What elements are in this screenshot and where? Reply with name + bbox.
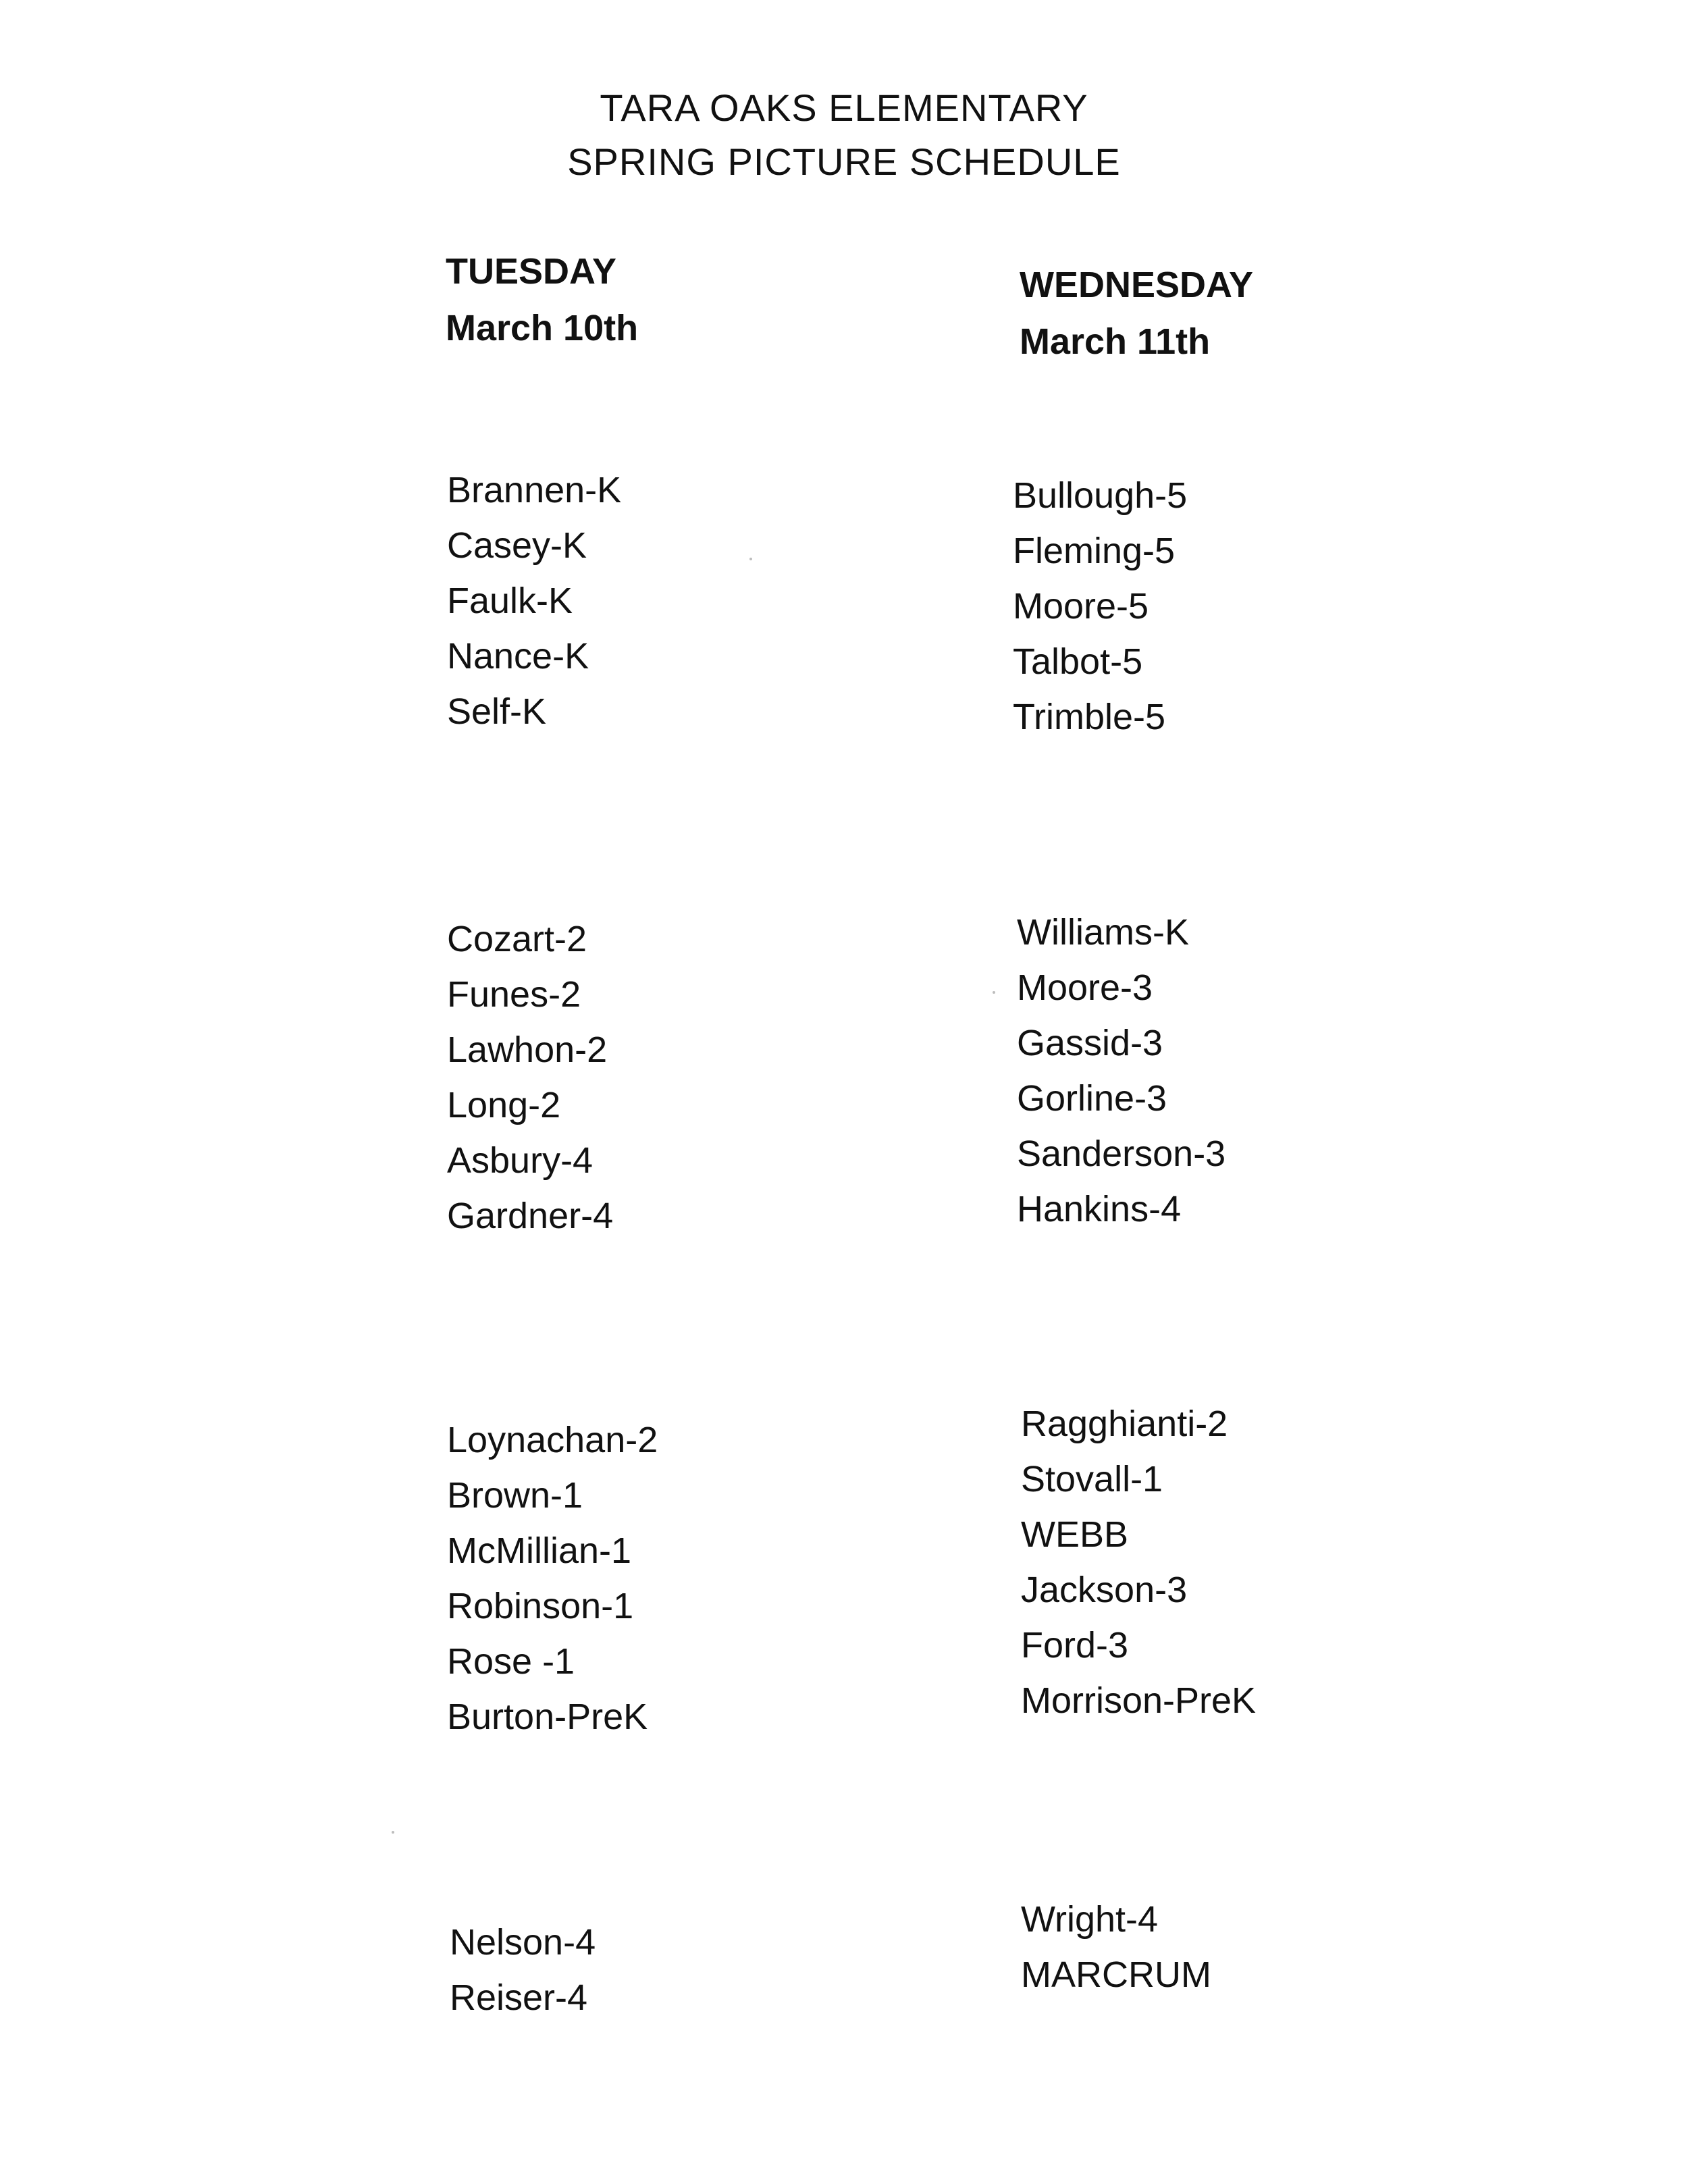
scan-speck bbox=[993, 991, 995, 994]
wednesday-group-1 bbox=[1013, 468, 1187, 745]
wednesday-date-label: March 11th bbox=[1020, 321, 1211, 362]
class-entry: Brown-1 bbox=[447, 1475, 583, 1516]
class-entry: Jackson-3 bbox=[1021, 1570, 1188, 1610]
wednesday-group-2 bbox=[1017, 905, 1225, 1237]
class-entry: Lawhon-2 bbox=[447, 1030, 608, 1070]
class-entry: Casey-K bbox=[447, 525, 587, 566]
class-entry: Gassid-3 bbox=[1017, 1023, 1163, 1063]
wednesday-heading bbox=[1020, 257, 1253, 370]
tuesday-heading bbox=[446, 243, 638, 356]
class-entry: Faulk-K bbox=[447, 581, 573, 621]
class-entry: Brannen-K bbox=[447, 470, 622, 510]
class-entry: Morrison-PreK bbox=[1021, 1680, 1257, 1721]
class-entry: Robinson-1 bbox=[447, 1586, 634, 1626]
class-entry: Talbot-5 bbox=[1013, 641, 1143, 682]
class-entry: Ragghianti-2 bbox=[1021, 1404, 1228, 1444]
class-entry: Cozart-2 bbox=[447, 919, 587, 959]
document-title: TARA OAKS ELEMENTARY bbox=[600, 86, 1088, 129]
class-entry: WEBB bbox=[1021, 1514, 1129, 1555]
class-entry: Stovall-1 bbox=[1021, 1459, 1163, 1499]
class-entry: Asbury-4 bbox=[447, 1140, 594, 1181]
class-entry: Self-K bbox=[447, 691, 547, 732]
class-entry: Funes-2 bbox=[447, 974, 581, 1015]
class-entry: Trimble-5 bbox=[1013, 697, 1166, 737]
class-entry: Gardner-4 bbox=[447, 1196, 614, 1236]
class-entry: Long-2 bbox=[447, 1085, 561, 1125]
class-entry: Reiser-4 bbox=[450, 1977, 588, 2018]
wednesday-group-3 bbox=[1021, 1396, 1256, 1728]
tuesday-group-2 bbox=[447, 911, 613, 1244]
wednesday-group-4 bbox=[1021, 1892, 1211, 2002]
class-entry: Wright-4 bbox=[1021, 1899, 1159, 1940]
class-entry: Ford-3 bbox=[1021, 1625, 1129, 1666]
class-entry: MARCRUM bbox=[1021, 1954, 1211, 1995]
class-entry: McMillian-1 bbox=[447, 1530, 632, 1571]
class-entry: Fleming-5 bbox=[1013, 531, 1176, 571]
tuesday-group-1 bbox=[447, 462, 621, 739]
tuesday-group-4 bbox=[450, 1915, 596, 2025]
class-entry: Moore-5 bbox=[1013, 586, 1149, 627]
tuesday-day-label: TUESDAY bbox=[446, 251, 617, 292]
document-subtitle: SPRING PICTURE SCHEDULE bbox=[567, 140, 1121, 183]
class-entry: Sanderson-3 bbox=[1017, 1134, 1226, 1174]
class-entry: Hankins-4 bbox=[1017, 1189, 1182, 1229]
class-entry: Nelson-4 bbox=[450, 1922, 596, 1963]
class-entry: Rose -1 bbox=[447, 1641, 575, 1682]
scan-speck bbox=[392, 1831, 394, 1834]
scan-speck bbox=[749, 558, 752, 560]
tuesday-group-3 bbox=[447, 1412, 658, 1744]
class-entry: Gorline-3 bbox=[1017, 1078, 1167, 1119]
class-entry: Nance-K bbox=[447, 636, 589, 676]
class-entry: Loynachan-2 bbox=[447, 1420, 658, 1460]
class-entry: Burton-PreK bbox=[447, 1697, 648, 1737]
wednesday-day-label: WEDNESDAY bbox=[1020, 265, 1254, 305]
tuesday-date-label: March 10th bbox=[446, 308, 639, 348]
class-entry: Williams-K bbox=[1017, 912, 1189, 953]
class-entry: Bullough-5 bbox=[1013, 475, 1188, 516]
class-entry: Moore-3 bbox=[1017, 967, 1153, 1008]
